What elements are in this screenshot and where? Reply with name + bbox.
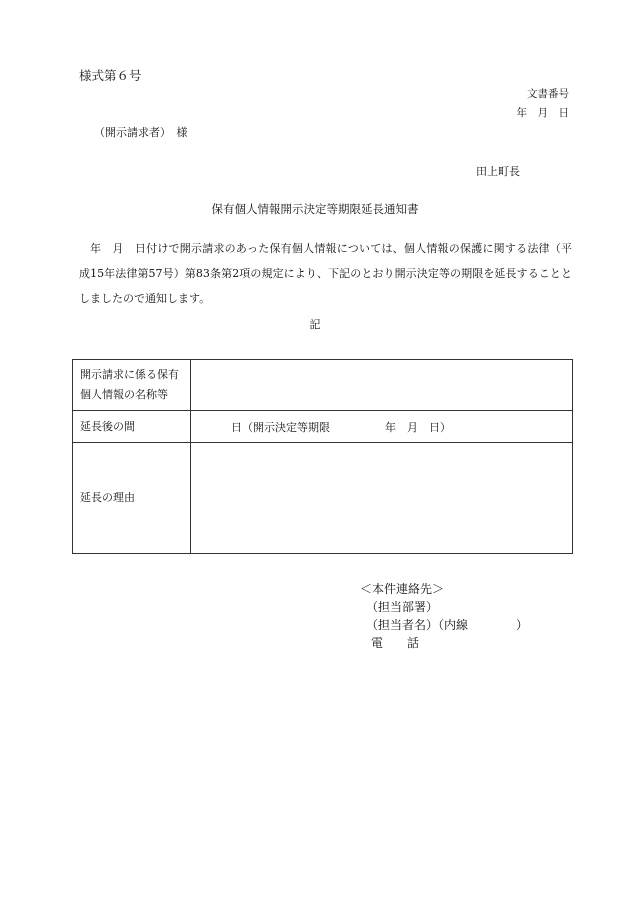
details-table bbox=[72, 359, 573, 554]
contact-phone: 電 話 bbox=[371, 636, 420, 650]
table-row bbox=[73, 443, 573, 554]
body-text: 年 月 日付けで開示請求のあった保有個人情報については、個人情報の保護に関する法律（平成15年法律第57号）第83条第2項の規定により、下記のとおり開示決定等の期限を延長することとしましたので通知します。 bbox=[79, 242, 572, 305]
document-title: 保有個人情報開示決定等期限延長通知書 bbox=[211, 202, 419, 216]
table-row bbox=[73, 360, 573, 411]
ki-label: 記 bbox=[309, 318, 321, 331]
table-row bbox=[73, 411, 573, 443]
row-label-reason: 延長の理由 bbox=[73, 443, 191, 554]
row-value-info-name bbox=[191, 360, 573, 411]
document-number-label: 文書番号 bbox=[527, 88, 569, 100]
row-value-reason bbox=[191, 443, 573, 554]
row-value-extended-period: 日（開示決定等期限 年 月 日） bbox=[191, 411, 573, 443]
contact-block bbox=[360, 580, 528, 652]
row-label-extended-period: 延長後の間 bbox=[73, 411, 191, 443]
form-number: 様式第６号 bbox=[79, 68, 142, 83]
contact-heading: ＜本件連絡先＞ bbox=[360, 582, 445, 596]
contact-department: （担当部署） bbox=[366, 600, 439, 614]
contact-person: （担当者名）（内線 ） bbox=[366, 618, 529, 632]
addressee: （開示請求者） 様 bbox=[94, 126, 188, 139]
date-line: 年 月 日 bbox=[516, 107, 569, 119]
row-label-info-name: 開示請求に係る保有個人情報の名称等 bbox=[73, 360, 191, 411]
issuer: 田上町長 bbox=[476, 165, 520, 178]
